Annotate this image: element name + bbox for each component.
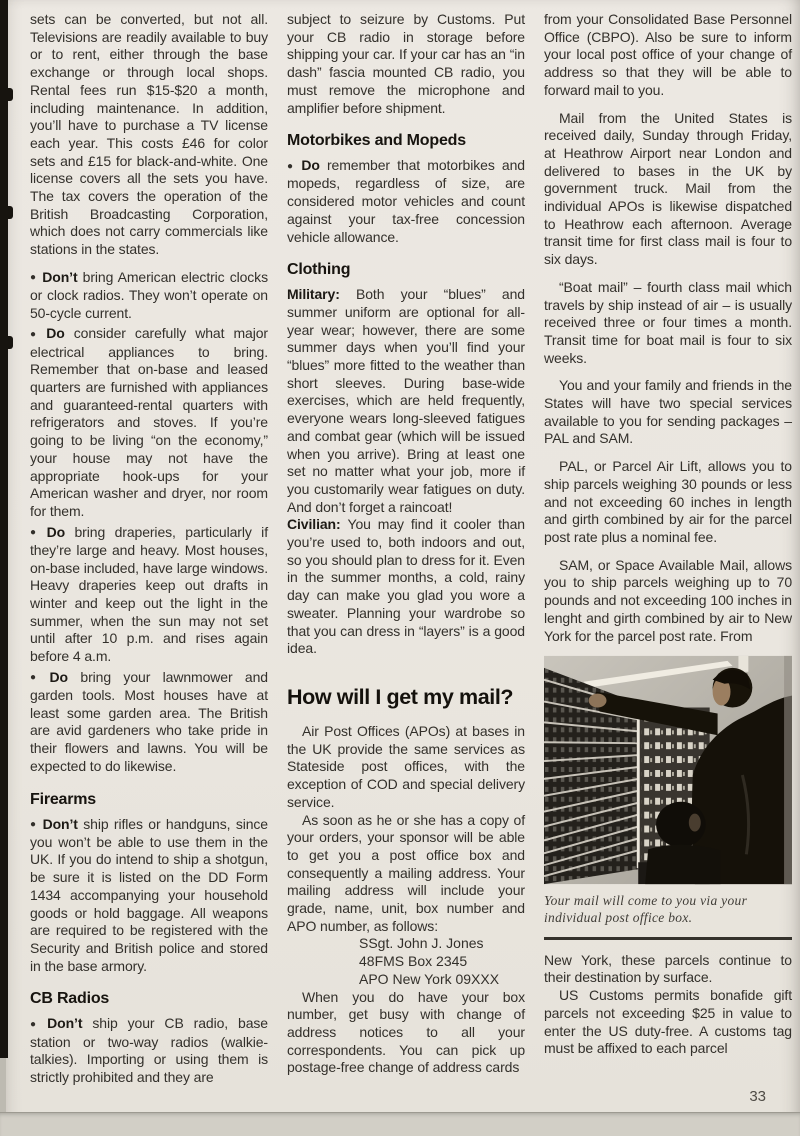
- body-paragraph: Air Post Offices (APOs) at bases in the UK provide the same services as Stateside post offices, with the exception of COD and special delivery service.: [287, 723, 525, 810]
- section-heading: CB Radios: [30, 990, 110, 1008]
- bullet-icon: ●: [30, 819, 38, 831]
- bullet-icon: ●: [30, 272, 38, 284]
- photo-figure: [544, 655, 792, 885]
- bullet-item: ● Do remember that motorbikes and mopeds, regardless of size, are considered motor vehicles and count against your tax-free concession vehicle allowance.: [287, 157, 525, 245]
- bullet-icon: ●: [30, 328, 42, 340]
- scan-edge-notch: [0, 88, 13, 101]
- body-paragraph: from your Consolidated Base Personnel Office (CBPO). Also be sure to inform your local post office of your change of address so that they will be able to forward mail to you.: [544, 11, 792, 98]
- bullet-lead: Don’t: [42, 268, 83, 285]
- scan-edge-notch: [0, 336, 13, 349]
- body-paragraph: US Customs permits bonafide gift parcels not exceeding $25 in value to enter the US duty-free. A customs tag must be affixed to each parcel: [544, 987, 792, 1057]
- body-paragraph: PAL, or Parcel Air Lift, allows you to ship parcels weighing 30 pounds or less and not exceeding 60 inches in length and girth combined by air for the parcel post rate plus a nominal fee.: [544, 458, 792, 545]
- bullet-icon: ●: [30, 1018, 43, 1030]
- address-line: 48FMS Box 2345: [359, 953, 468, 970]
- address-line: SSgt. John J. Jones: [359, 935, 484, 952]
- bullet-lead: Do: [46, 523, 75, 540]
- body-paragraph: subject to seizure by Customs. Put your CB radio in storage before shipping your car. If your car has an “in dash” fascia mounted CB radio, you must remove the microphone and amplifier before shipment.: [287, 11, 525, 116]
- bullet-item: ● Don’t ship rifles or handguns, since you won’t be able to use them in the UK. If you do intend to ship a shotgun, be sure it is listed on the DD Form 1434 accompanying your household goods or hold baggage. All weapons are required to be registered with the Security and British police and stored in the base armory.: [30, 815, 268, 974]
- body-paragraph: sets can be converted, but not all. Televisions are readily available to buy or to rent, either through the base exchange or through local shops. Rental fees run $15-$20 a month, including maintenance. In addition, you’ll have to purchase a TV license each year. This costs £46 for color sets and £15 for black-and-white. One license covers all the sets you have. The tax covers the operation of the British Broadcasting Corporation, which does not carry commercials like stations in the states.: [30, 11, 268, 258]
- bullet-lead: Don’t: [42, 815, 84, 832]
- lead-paragraph: Civilian: You may find it cooler than you’re used to, both indoors and out, so you should plan to dress for it. Even in the summer months, a cold, rainy day can make you glad you wore a sweater. Planning your wardrobe so that you can dress in “layers” is a good idea.: [287, 516, 525, 657]
- lead-paragraph: Military: Both your “blues” and summer uniform are optional for all-year wear; however, there are some summer days when you’ll find your “blues” more fitted to the weather than short sleeves. During base-wide exercises, which are held frequently, everyone wears long-sleeved fatigues and combat gear (which will be issued when you arrive). Bring at least one set no matter what your job, more if you customarily wear fatigues on duty. And don’t forget a raincoat!: [287, 286, 525, 515]
- bullet-lead: Do: [301, 157, 327, 174]
- body-paragraph: “Boat mail” – fourth class mail which travels by ship instead of air – is usually received three or four times a month. Transit time for boat mail is four to six weeks.: [544, 278, 792, 366]
- column-right: [544, 11, 792, 1090]
- lead-word: Military:: [287, 286, 356, 303]
- bullet-icon: ●: [30, 672, 45, 684]
- body-paragraph: You and your family and friends in the States will have two special services available to you for sending packages – PAL and SAM.: [544, 377, 792, 447]
- scan-edge-notch: [0, 206, 13, 219]
- page-number: 33: [749, 1088, 766, 1105]
- section-heading: Clothing: [287, 261, 351, 279]
- divider-rule: [544, 937, 792, 940]
- body-paragraph: As soon as he or she has a copy of your orders, your sponsor will be able to get you a post office box and consequently a mailing address. Your mailing address will include your grade, name, unit, box number and APO number, as follows:: [287, 811, 525, 934]
- address-block: [359, 935, 525, 988]
- bullet-item: ● Do bring your lawnmower and garden tools. Most houses have at least some garden area. The British are avid gardeners who take pride in their flowers and lawns. You will be expected to do likewise.: [30, 668, 268, 774]
- post-office-boxes-photo: [544, 655, 792, 885]
- lead-word: Civilian:: [287, 516, 348, 533]
- body-paragraph: Mail from the United States is received daily, Sunday through Friday, at Heathrow Airport near London and delivered to bases in the UK by government truck. Mail from the individual APOs is likewise dispatched to Heathrow each afternoon. Average transit time for first class mail is four to six days.: [544, 109, 792, 268]
- body-paragraph: When you do have your box number, get busy with change of address notices to all your correspondents. You can pick up postage-free change of address cards: [287, 988, 525, 1076]
- scan-bottom-strip: [0, 1112, 800, 1136]
- section-heading: Firearms: [30, 790, 96, 808]
- bullet-item: ● Do bring draperies, particularly if they’re large and heavy. Most houses, on-base included, have large windows. Heavy draperies keep out drafts in winter and keep out the light in the summer, when the sun may not set until after 10 p.m. and rises again before 4 a.m.: [30, 523, 268, 665]
- scan-edge-artifact: [0, 0, 8, 1058]
- body-paragraph: New York, these parcels continue to their destination by surface.: [544, 951, 792, 986]
- bullet-item: ● Don’t ship your CB radio, base station or two-way radios (walkie-talkies). Importing or using them is strictly prohibited and they are: [30, 1015, 268, 1085]
- photo-caption: Your mail will come to you via your individual post office box.: [544, 893, 748, 926]
- article-heading: How will I get my mail?: [287, 685, 514, 709]
- section-heading: Motorbikes and Mopeds: [287, 132, 466, 150]
- column-left: [30, 11, 268, 1090]
- column-middle: [287, 11, 525, 1090]
- body-paragraph: SAM, or Space Available Mail, allows you to ship parcels weighing up to 70 pounds and not exceeding 100 inches in lenght and girth combined by air to New York for the parcel post rate. From: [544, 556, 792, 644]
- bullet-item: ● Don’t bring American electric clocks or clock radios. They won’t operate on 50-cycle current.: [30, 268, 268, 321]
- bullet-icon: ●: [287, 160, 297, 172]
- bullet-lead: Do: [49, 668, 81, 685]
- bullet-lead: Don’t: [47, 1015, 93, 1032]
- three-column-layout: [30, 11, 792, 1090]
- bullet-icon: ●: [30, 527, 42, 539]
- address-line: APO New York 09XXX: [359, 970, 500, 987]
- bullet-item: ● Do consider carefully what major electrical appliances to bring. Remember that on-base and leased quarters are furnished with appliances and guaranteed-rental quarters with refrigerators and stoves. If you’re going to be living “on the economy,” your house may not have the appropriate hook-ups for your American washer and dryer, nor room for them.: [30, 325, 268, 519]
- bullet-lead: Do: [46, 325, 74, 342]
- scan-edge-fade: [0, 1058, 6, 1112]
